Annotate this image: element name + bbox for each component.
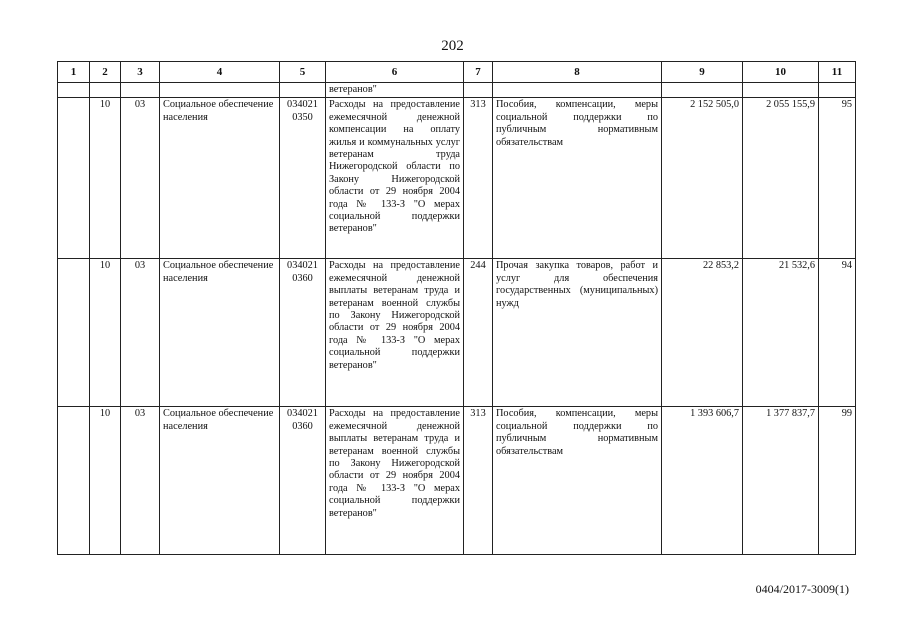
- table-cell: [743, 83, 819, 98]
- expense-type-name-cell: Пособия, компенсации, меры социальной поддержки по публичным нормативным обязательствам: [493, 98, 662, 259]
- table-row: [58, 407, 856, 555]
- target-code-cell: 034021 0360: [280, 259, 326, 407]
- table-row: [58, 259, 856, 407]
- section-name-cell: Социальное обеспечение населения: [160, 98, 280, 259]
- target-description-cell: Расходы на предоставление ежемесячной денежной выплаты ветеранам труда и ветеранам военной службы по Закону Нижегородской области от 29 ноября 2004 года № 133-З "О мерах социальной поддержки ветеранов": [326, 407, 464, 555]
- table-cell: [819, 83, 856, 98]
- target-description-cell: Расходы на предоставление ежемесячной денежной компенсации на оплату жилья и коммунальных услуг ветеранам труда Нижегородской области по Закону Нижегородской области от 29 ноября 2004 года № 133-З "О мерах социальной поддержки ветеранов": [326, 98, 464, 259]
- section-cell: 10: [90, 98, 121, 259]
- page-number: 202: [441, 38, 464, 54]
- header-cell-col9: 9: [662, 62, 743, 83]
- continuation-text: ветеранов": [326, 83, 464, 98]
- planned-amount-cell: 1 393 606,7: [662, 407, 743, 555]
- table-cell: [160, 83, 280, 98]
- subsection-cell: 03: [121, 407, 160, 555]
- actual-amount-cell: 21 532,6: [743, 259, 819, 407]
- header-cell-col4: 4: [160, 62, 280, 83]
- header-row: [58, 62, 856, 83]
- percent-cell: 99: [819, 407, 856, 555]
- section-name-cell: Социальное обеспечение населения: [160, 259, 280, 407]
- percent-cell: 95: [819, 98, 856, 259]
- expense-type-code-cell: 244: [464, 259, 493, 407]
- table-cell: [493, 83, 662, 98]
- expense-type-name-cell: Прочая закупка товаров, работ и услуг для обеспечения государственных (муниципальных) нужд: [493, 259, 662, 407]
- actual-amount-cell: 1 377 837,7: [743, 407, 819, 555]
- expense-type-code-cell: 313: [464, 407, 493, 555]
- budget-table: [57, 61, 856, 555]
- header-cell-col1: 1: [58, 62, 90, 83]
- section-cell: 10: [90, 259, 121, 407]
- header-cell-col5: 5: [280, 62, 326, 83]
- subsection-cell: 03: [121, 98, 160, 259]
- header-cell-col10: 10: [743, 62, 819, 83]
- planned-amount-cell: 22 853,2: [662, 259, 743, 407]
- row-index-cell: [58, 98, 90, 259]
- table-cell: [90, 83, 121, 98]
- document-code: 0404/2017-3009(1): [755, 582, 849, 596]
- target-code-cell: 034021 0350: [280, 98, 326, 259]
- row-index-cell: [58, 407, 90, 555]
- table-cell: [280, 83, 326, 98]
- row-index-cell: [58, 259, 90, 407]
- header-cell-col6: 6: [326, 62, 464, 83]
- percent-cell: 94: [819, 259, 856, 407]
- header-cell-col11: 11: [819, 62, 856, 83]
- continuation-row: [58, 83, 856, 98]
- table-cell: [121, 83, 160, 98]
- section-cell: 10: [90, 407, 121, 555]
- planned-amount-cell: 2 152 505,0: [662, 98, 743, 259]
- table-row: [58, 98, 856, 259]
- table-cell: [464, 83, 493, 98]
- target-description-cell: Расходы на предоставление ежемесячной денежной выплаты ветеранам труда и ветеранам военной службы по Закону Нижегородской области от 29 ноября 2004 года № 133-З "О мерах социальной поддержки ветеранов": [326, 259, 464, 407]
- actual-amount-cell: 2 055 155,9: [743, 98, 819, 259]
- header-cell-col8: 8: [493, 62, 662, 83]
- expense-type-code-cell: 313: [464, 98, 493, 259]
- table-cell: [662, 83, 743, 98]
- expense-type-name-cell: Пособия, компенсации, меры социальной поддержки по публичным нормативным обязательствам: [493, 407, 662, 555]
- section-name-cell: Социальное обеспечение населения: [160, 407, 280, 555]
- header-cell-col2: 2: [90, 62, 121, 83]
- header-cell-col7: 7: [464, 62, 493, 83]
- header-cell-col3: 3: [121, 62, 160, 83]
- subsection-cell: 03: [121, 259, 160, 407]
- table-cell: [58, 83, 90, 98]
- target-code-cell: 034021 0360: [280, 407, 326, 555]
